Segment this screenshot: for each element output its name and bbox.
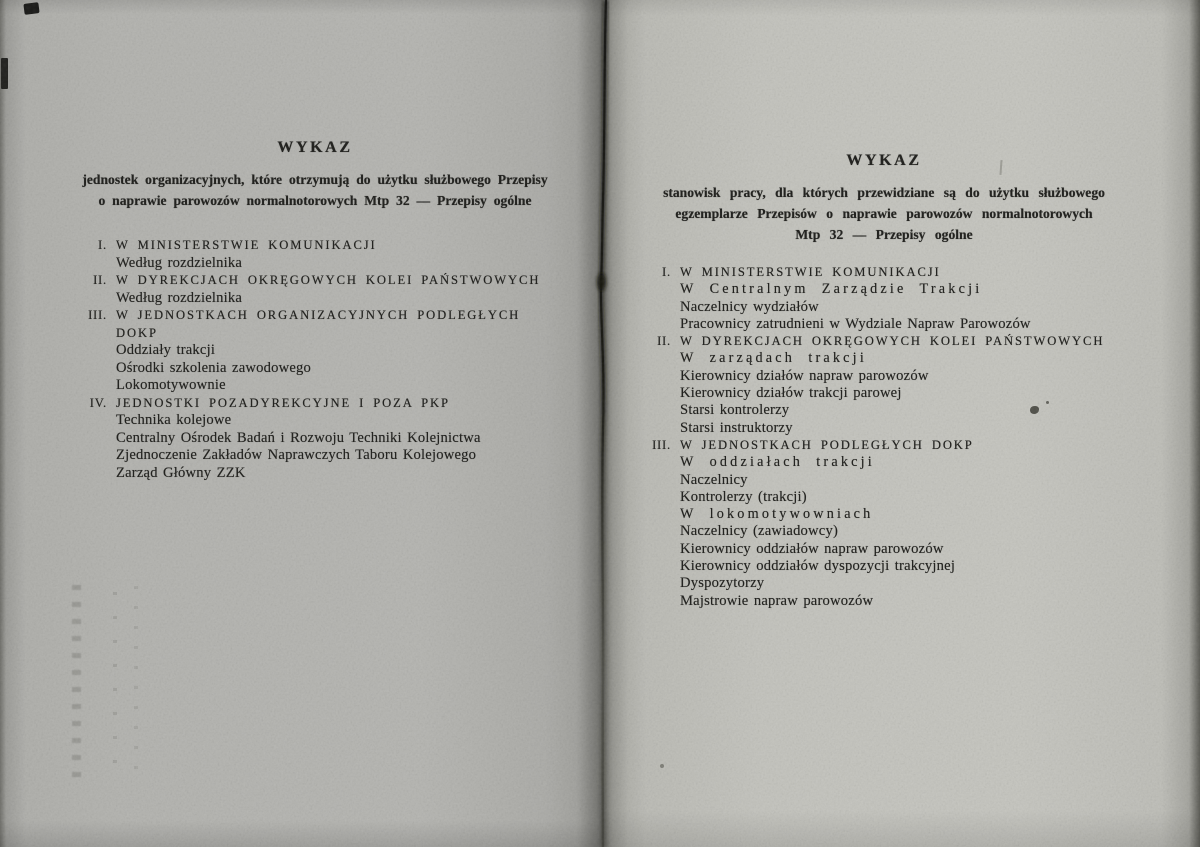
section-heading: W DYREKCJACH OKRĘGOWYCH KOLEI PAŃSTWOWYCH [116,273,541,287]
ink-bleed-through-column [113,592,117,782]
list-item-row [646,506,1122,523]
list-item: Zjednoczenie Zakładów Naprawczych Taboru Kolejowego [116,447,477,463]
list-item-row [646,350,1122,367]
list-item: Kontrolerzy (trakcji) [680,488,807,505]
list-item: Ośrodki szkolenia zawodowego [116,359,312,376]
numeral-spacer [646,385,680,402]
section-heading: JEDNOSTKI POZADYREKCYJNE I POZA PKP [116,395,450,410]
list-item-row [646,385,1122,402]
list-item: W Centralnym Zarządzie Trakcji [680,281,983,298]
numeral-spacer [646,402,680,419]
numeral-spacer [76,412,116,430]
section-heading: W JEDNOSTKACH ORGANIZACYJNYCH PODLEGŁYCH DOKP [116,308,521,340]
list-item-row [646,281,1122,298]
numeral-spacer [646,472,680,489]
section-heading: W DYREKCJACH OKRĘGOWYCH KOLEI PAŃSTWOWYCH [680,334,1105,349]
numeral-spacer [646,575,680,592]
list-item-row [646,472,1122,489]
list-item: Kierownicy oddziałów dyspozycji trakcyjnej [680,558,956,575]
right-page-subtitle [646,182,1122,245]
numeral-spacer [76,465,116,483]
list-item: W oddziałach trakcji [680,454,875,471]
section-heading-row [76,307,554,342]
section-heading-row [646,437,1122,454]
section-heading-row [76,395,554,413]
numeral-spacer [646,368,680,385]
section-numeral: III. [88,308,107,322]
list-item: Naczelnicy (zawiadowcy) [680,523,839,540]
right-page-list [646,264,1122,610]
ink-bleed-through-column [72,585,81,787]
numeral-spacer [646,281,680,298]
list-item: Według rozdzielnika [116,289,243,306]
list-item-row [646,593,1122,610]
numeral-spacer [646,558,680,575]
numeral-spacer [646,523,680,540]
section-heading-row [76,237,554,255]
left-page-title: WYKAZ [277,139,353,156]
list-item-row [76,465,554,483]
left-page-list [76,237,554,482]
section-heading-row [646,264,1122,281]
list-item: Zarząd Główny ZZK [116,464,246,481]
list-item-row [646,402,1122,419]
numeral-spacer [76,430,116,448]
numeral-spacer [76,360,116,378]
subtitle-line: jednostek organizacyjnych, które otrzymują do użytku służbowego Przepisy [82,172,548,187]
list-item-row [76,342,554,360]
list-item: Technika kolejowe [116,412,232,428]
numeral-spacer [646,316,680,333]
list-item-row [76,360,554,378]
section-heading: W MINISTERSTWIE KOMUNIKACJI [680,265,941,279]
numeral-spacer [76,447,116,465]
section-numeral: II. [657,334,671,349]
left-page-subtitle [76,169,554,211]
section-heading: W JEDNOSTKACH PODLEGŁYCH DOKP [680,437,974,452]
list-item: Kierownicy oddziałów napraw parowozów [680,540,944,557]
numeral-spacer [76,377,116,395]
list-item: Dyspozytorzy [680,575,765,592]
numeral-spacer [646,454,680,471]
numeral-spacer [646,420,680,437]
ink-bleed-through-column [134,586,138,782]
list-item: Naczelnicy [680,471,748,488]
list-item: Starsi instruktorzy [680,419,793,436]
right-page-title: WYKAZ [846,152,922,169]
subtitle-line: Mtp 32 — Przepisy ogólne [795,227,973,242]
list-item-row [76,412,554,430]
section-heading-row [76,272,554,290]
numeral-spacer [646,299,680,316]
list-item-row [646,523,1122,540]
list-item-row [646,489,1122,506]
section-numeral: IV. [89,395,107,410]
section-numeral: I. [662,265,671,279]
list-item: Według rozdzielnika [116,254,243,271]
list-item: Centralny Ośrodek Badań i Rozwoju Techniki Kolejnictwa [116,429,481,446]
numeral-spacer [76,255,116,273]
section-heading-row [646,333,1122,350]
list-item-row [76,447,554,465]
scan-artifact-edge-dash [1,58,8,89]
numeral-spacer [646,350,680,367]
section-numeral: II. [93,273,107,287]
subtitle-line: stanowisk pracy, dla których przewidziane są do użytku służbowego [663,185,1105,200]
list-item: Kierownicy działów trakcji parowej [680,385,902,402]
right-page [601,0,1200,847]
list-item-row [76,430,554,448]
list-item-row [646,299,1122,316]
left-page-content [76,139,554,482]
list-item-row [76,377,554,395]
list-item: Lokomotywownie [116,377,226,393]
list-item-row [646,316,1122,333]
numeral-spacer [646,541,680,558]
right-page-content [646,152,1122,610]
list-item-row [646,541,1122,558]
list-item-row [646,420,1122,437]
list-item-row [76,290,554,308]
list-item: W lokomotywowniach [680,506,874,523]
list-item-row [646,558,1122,575]
numeral-spacer [646,489,680,506]
list-item: W zarządach trakcji [680,350,867,367]
numeral-spacer [646,506,680,523]
list-item-row [646,368,1122,385]
list-item: Kierownicy działów napraw parowozów [680,367,929,384]
list-item: Naczelnicy wydziałów [680,298,819,315]
numeral-spacer [76,342,116,360]
list-item-row [76,255,554,273]
section-heading: W MINISTERSTWIE KOMUNIKACJI [116,238,377,252]
subtitle-line: o naprawie parowozów normalnotorowych Mtp 32 — Przepisy ogólne [98,193,532,208]
list-item-row [646,454,1122,471]
list-item-row [646,575,1122,592]
numeral-spacer [76,290,116,308]
section-numeral: III. [652,437,671,452]
numeral-spacer [646,593,680,610]
subtitle-line: egzemplarze Przepisów o naprawie parowozów normalnotorowych [675,206,1093,221]
list-item: Majstrowie napraw parowozów [680,592,874,609]
list-item: Starsi kontrolerzy [680,402,790,419]
list-item: Pracownicy zatrudnieni w Wydziale Napraw Parowozów [680,315,1031,332]
section-numeral: I. [98,238,107,252]
scan-artifact-corner-blob [23,2,39,15]
list-item: Oddziały trakcji [116,342,216,358]
